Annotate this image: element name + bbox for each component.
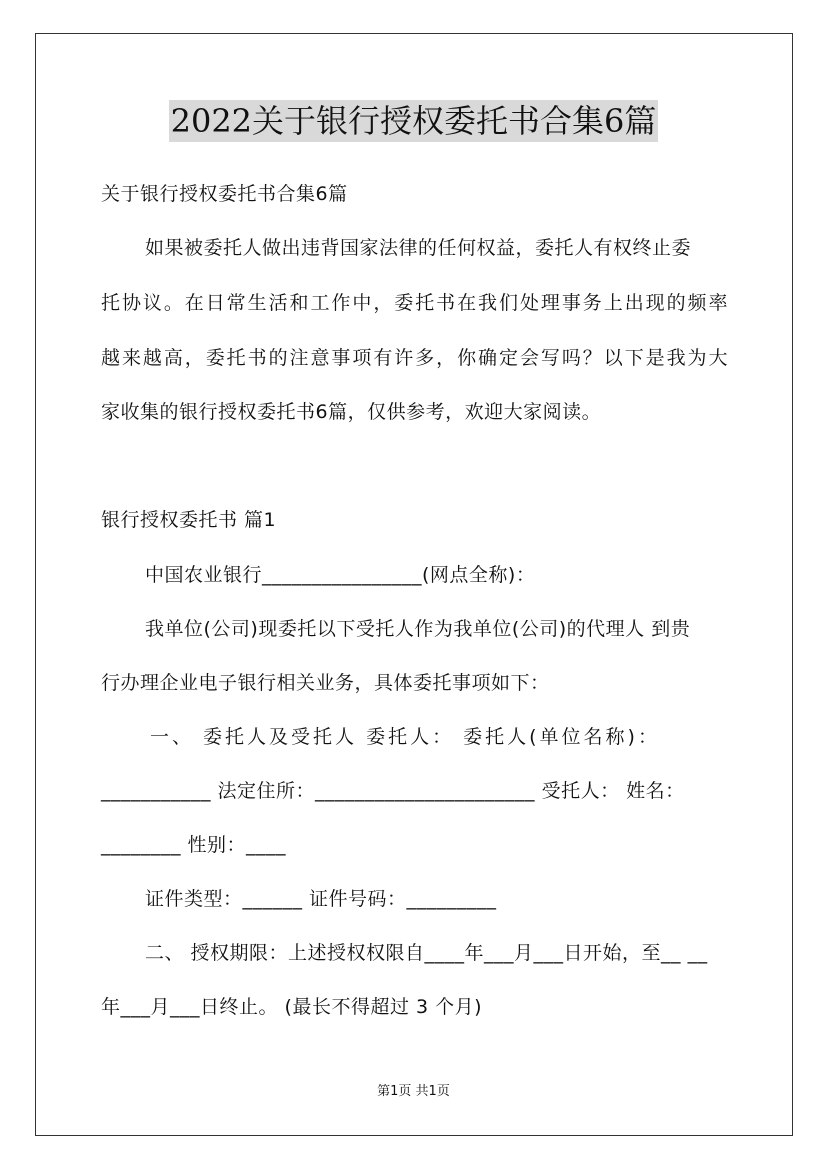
intro-paragraph-line: 家收集的银行授权委托书6篇，仅供参考，欢迎大家阅读。: [101, 401, 602, 423]
body-text-line: 行办理企业电子银行相关业务，具体委托事项如下：: [101, 672, 550, 694]
page-footer: 第1页 共1页: [377, 1084, 450, 1099]
title-container: [0, 100, 827, 142]
intro-paragraph-line: 托协议。在日常生活和工作中，委托书在我们处理事务上出现的频率: [101, 292, 728, 314]
section-heading: 银行授权委托书 篇1: [101, 509, 277, 531]
body-text-line: 我单位(公司)现委托以下受托人作为我单位(公司)的代理人 到贵: [145, 618, 691, 640]
clause-two-line: 二、 授权期限：上述授权权限自____年___月___日开始，至__ __: [145, 942, 708, 964]
clause-two-line: 年___月___日终止。 (最长不得超过 3 个月): [101, 996, 483, 1018]
intro-paragraph-line: 如果被委托人做出违背国家法律的任何权益，委托人有权终止委: [145, 237, 692, 259]
form-field-line: 证件类型：______ 证件号码：_________: [145, 888, 497, 910]
document-subtitle: 关于银行授权委托书合集6篇: [101, 183, 348, 205]
form-field-line: ___________ 法定住所：______________________ 受托人： 姓名：: [101, 780, 685, 802]
intro-paragraph-line: 越来越高，委托书的注意事项有许多，你确定会写吗？以下是我为大: [101, 347, 728, 369]
document-title: 2022关于银行授权委托书合集6篇: [170, 102, 657, 140]
clause-one-heading: 一、 委托人及受托人 委托人： 委托人(单位名称)：: [150, 726, 660, 748]
form-field-line: ________ 性别：____: [101, 834, 287, 856]
bank-name-line: 中国农业银行________________(网点全称)：: [145, 564, 536, 586]
